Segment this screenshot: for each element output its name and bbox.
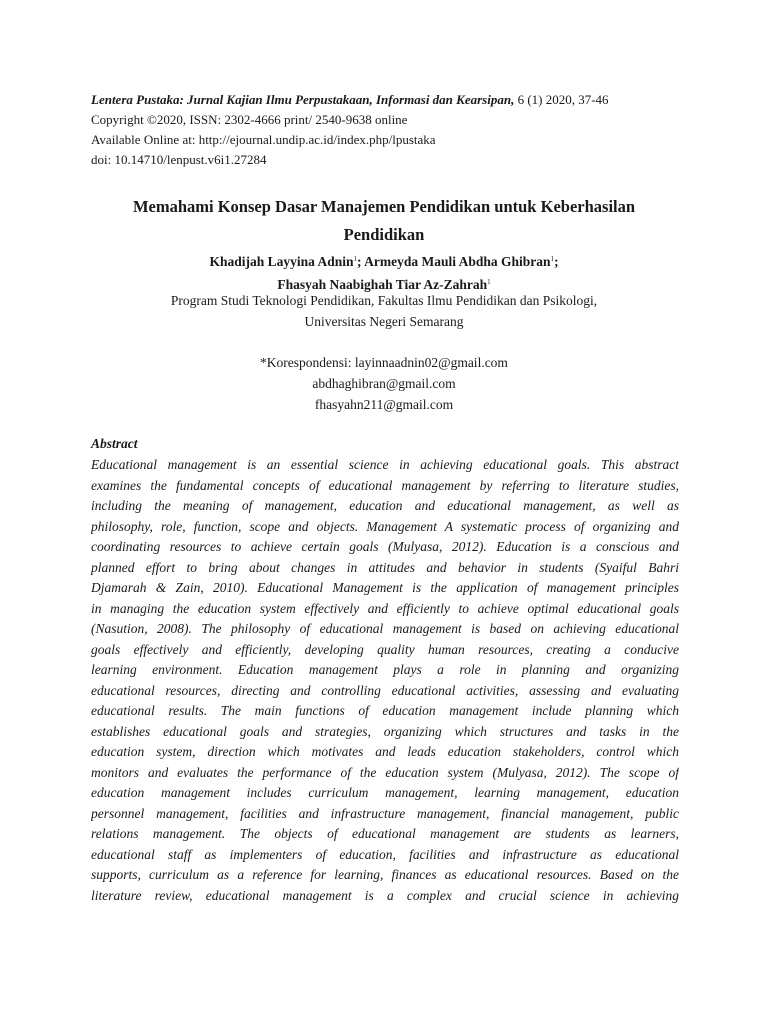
abstract-line: literature review, educational management is a complex and crucial science in achieving bbox=[91, 887, 679, 903]
abstract-line: educational staff as implementers of education, facilities and infrastructure as educational bbox=[91, 846, 679, 862]
abstract-line: in managing the education system effectively and efficiently to achieve optimal educational goals bbox=[91, 600, 679, 616]
affiliation-line-2: Universitas Negeri Semarang bbox=[304, 314, 464, 329]
correspondence bbox=[90, 352, 678, 415]
abstract-line: goals effectively and efficiently, developing quality human resources, creating a conducive bbox=[91, 641, 679, 657]
abstract-line: educational resources, directing and controlling educational activities, assessing and evaluating bbox=[91, 682, 679, 698]
abstract-line: philosophy, role, function, scope and objects. Management A systematic process of organizing and bbox=[91, 518, 679, 534]
affiliation-marker: 1 bbox=[550, 255, 555, 263]
affiliation-line-1: Program Studi Teknologi Pendidikan, Fakultas Ilmu Pendidikan dan Psikologi, bbox=[170, 293, 598, 308]
author-separator: ; bbox=[554, 254, 559, 269]
author-name: Fhasyah Naabighah Tiar Az-Zahrah bbox=[277, 277, 488, 292]
author-list bbox=[90, 249, 678, 295]
abstract-line: Djamarah & Zain, 2010). Educational Management is the application of management principles bbox=[91, 580, 679, 595]
available-online-line: Available Online at: http://ejournal.undip.ac.id/index.php/lpustaka bbox=[91, 132, 436, 147]
abstract-line: relations management. The objects of educational management are students as learners, bbox=[91, 826, 679, 841]
affiliation-marker: 1 bbox=[353, 255, 358, 263]
abstract-line: including the meaning of management, education and educational management, as well as bbox=[91, 498, 679, 513]
doi-line: doi: 10.14710/lenpust.v6i1.27284 bbox=[91, 152, 267, 167]
paper-title bbox=[90, 193, 678, 249]
abstract-line: examines the fundamental concepts of educational management by referring to literature studies, bbox=[91, 477, 679, 493]
journal-citation-line bbox=[91, 90, 691, 110]
abstract-line: (Nasution, 2008). The philosophy of educational management is based on achieving educational bbox=[91, 621, 679, 636]
abstract-body bbox=[91, 455, 679, 906]
author-name: ; Armeyda Mauli Abdha Ghibran bbox=[357, 254, 551, 269]
title-line-2: Pendidikan bbox=[343, 225, 425, 244]
correspondence-email-1: *Korespondensi: layinnaadnin02@gmail.com bbox=[260, 355, 508, 370]
journal-name: Lentera Pustaka: Jurnal Kajian Ilmu Perpustakaan, Informasi dan Kearsipan, bbox=[91, 92, 515, 107]
abstract-line: education management includes curriculum management, learning management, education bbox=[91, 785, 679, 800]
abstract-line: establishes educational goals and strategies, organizing which structures and tasks in the bbox=[91, 723, 679, 739]
correspondence-email-2: abdhaghibran@gmail.com bbox=[312, 376, 456, 391]
journal-issue: 6 (1) 2020, 37-46 bbox=[514, 92, 609, 107]
abstract-line: educational results. The main functions of education management include planning which bbox=[91, 703, 679, 718]
abstract-line: coordinating resources to achieve certain goals (Mulyasa, 2012). Education is a conscious and bbox=[91, 539, 679, 554]
abstract-line: supports, curriculum as a reference for learning, finances as educational resources. Based on the bbox=[91, 867, 679, 882]
abstract-line: personnel management, facilities and infrastructure management, financial management, public bbox=[91, 805, 679, 821]
authors-line-1 bbox=[90, 249, 678, 272]
affiliation bbox=[90, 290, 678, 332]
title-line-1: Memahami Konsep Dasar Manajemen Pendidikan untuk Keberhasilan bbox=[132, 197, 636, 216]
copyright-line: Copyright ©2020, ISSN: 2302-4666 print/ 2540-9638 online bbox=[91, 112, 408, 127]
affiliation-marker: 1 bbox=[487, 278, 491, 286]
abstract-line: learning environment. Education management plays a role in planning and organizing bbox=[91, 662, 679, 677]
abstract-heading: Abstract bbox=[91, 436, 138, 451]
journal-header bbox=[91, 90, 691, 170]
abstract-line: education system, direction which motivates and leads education stakeholders, control which bbox=[91, 744, 679, 759]
abstract-line: planned effort to bring about changes in attitudes and behavior in students (Syaiful Bahri bbox=[91, 559, 679, 575]
abstract-line: Educational management is an essential science in achieving educational goals. This abstract bbox=[91, 457, 679, 472]
correspondence-email-3: fhasyahn211@gmail.com bbox=[314, 397, 454, 412]
author-name: Khadijah Layyina Adnin bbox=[209, 254, 354, 269]
abstract-line: monitors and evaluates the performance of the education system (Mulyasa, 2012). The scope of bbox=[91, 764, 679, 780]
